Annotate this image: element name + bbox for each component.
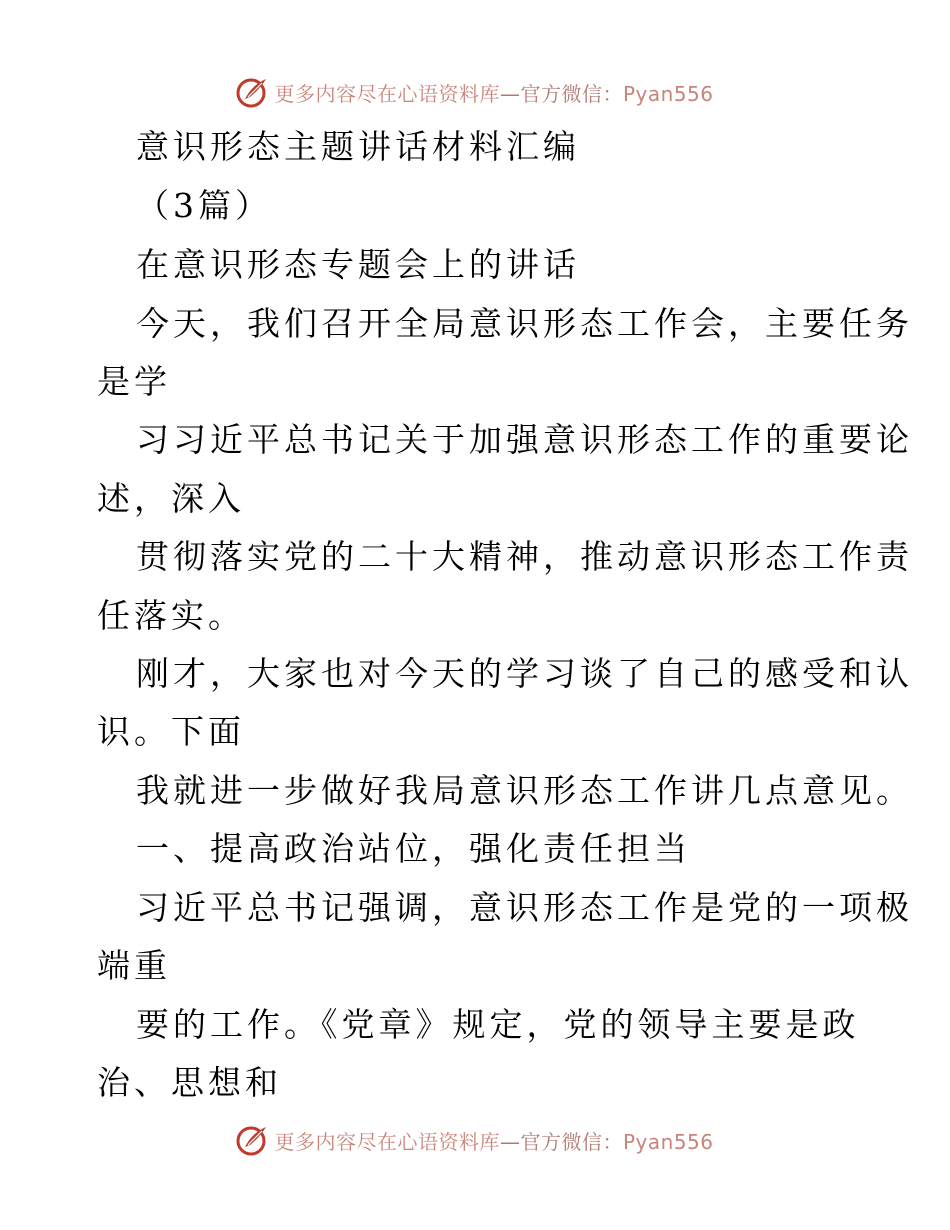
- footer-watermark-text: 更多内容尽在心语资料库—官方微信：Pyan556: [274, 1129, 714, 1154]
- paragraph-line: 习近平总书记强调，意识形态工作是党的一项极: [136, 888, 913, 927]
- section-heading: 在意识形态专题会上的讲话: [136, 245, 580, 284]
- paragraph-line: 我就进一步做好我局意识形态工作讲几点意见。: [136, 771, 913, 810]
- header-watermark-banner: [0, 72, 950, 112]
- paragraph-line: 任落实。: [97, 596, 245, 635]
- paragraph-line: 是学: [97, 362, 171, 401]
- paragraph-line: 述，深入: [97, 479, 245, 518]
- red-feather-logo-icon: [236, 1123, 270, 1157]
- paragraph-line: 治、思想和: [97, 1063, 282, 1102]
- paragraph-line: 识。下面: [97, 712, 245, 751]
- paragraph-line: 端重: [97, 946, 171, 985]
- paragraph-line: 刚才，大家也对今天的学习谈了自己的感受和认: [136, 654, 913, 693]
- document-title: 意识形态主题讲话材料汇编: [136, 127, 580, 166]
- paragraph-line: 贯彻落实党的二十大精神，推动意识形态工作责: [136, 537, 913, 576]
- header-watermark-text: 更多内容尽在心语资料库—官方微信：Pyan556: [274, 81, 714, 106]
- paragraph-line: 要的工作。《党章》规定，党的领导主要是政: [136, 1005, 860, 1044]
- section-heading-1: 一、提高政治站位，强化责任担当: [136, 829, 691, 868]
- document-subtitle: （3篇）: [136, 186, 272, 225]
- footer-watermark-banner: [0, 1120, 950, 1160]
- paragraph-line: 习习近平总书记关于加强意识形态工作的重要论: [136, 420, 913, 459]
- paragraph-line: 今天，我们召开全局意识形态工作会，主要任务: [136, 304, 913, 343]
- red-feather-logo-icon: [236, 75, 270, 109]
